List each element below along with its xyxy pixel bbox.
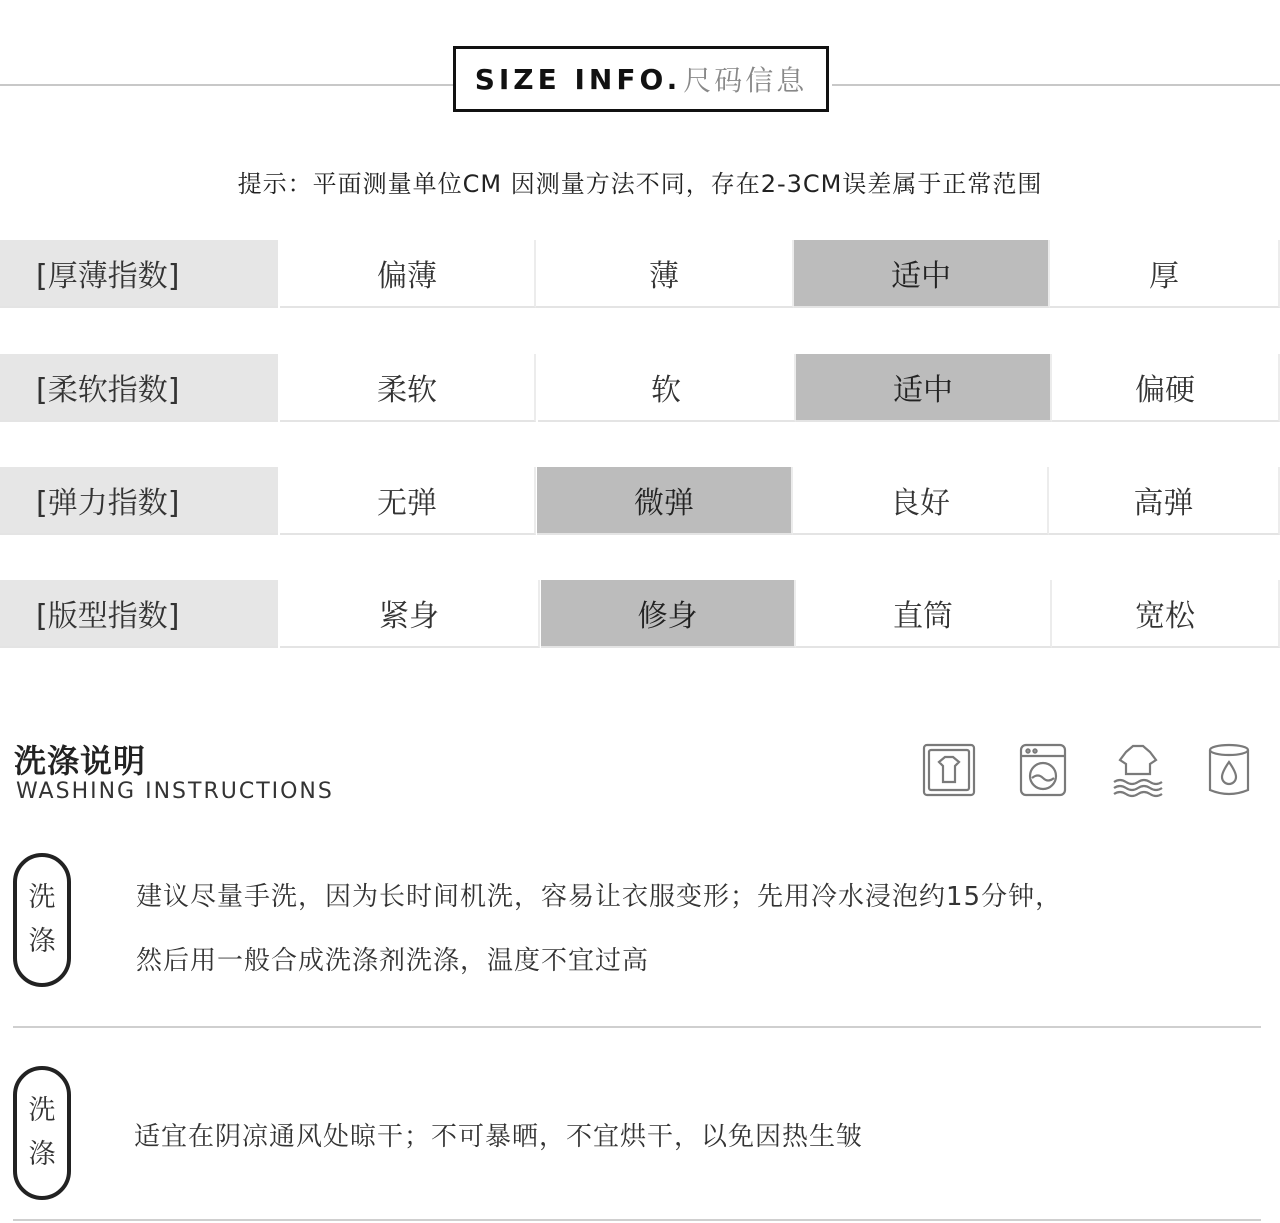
index-row-softness [0,354,1280,424]
washing-subtitle: WASHING INSTRUCTIONS [16,779,334,804]
washing-title: 洗涤说明 [14,742,147,780]
section-divider [13,1026,1261,1028]
index-option: 厚 [1050,240,1280,308]
hand-wash-icon [921,742,977,798]
index-row-fit [0,580,1280,650]
index-option: 宽松 [1052,580,1280,648]
wash-instruction-line: 然后用一般合成洗涤剂洗涤，温度不宜过高 [136,946,650,976]
wash-instruction-line: 建议尽量手洗，因为长时间机洗，容易让衣服变形；先用冷水浸泡约15分钟， [136,882,1063,912]
index-option: 高弹 [1049,467,1280,535]
index-option: 良好 [793,467,1049,535]
title-en: SIZE INFO. [474,62,682,96]
water-drop-icon [1206,742,1262,798]
index-option: 紧身 [280,580,540,648]
wash-badge-char: 涤 [28,926,56,957]
dry-instruction-line: 适宜在阴凉通风处晾干；不可暴晒，不宜烘干，以免因热生皱 [134,1122,864,1152]
wash-badge-char: 洗 [28,882,56,913]
index-label: [版型指数] [0,580,278,648]
dry-badge [13,1066,71,1200]
shirt-water-icon [1110,742,1166,798]
index-label: [弹力指数] [0,467,278,535]
index-option: 偏薄 [280,240,536,308]
wash-badge-char: 洗 [28,1095,56,1126]
header-line-left [0,84,455,86]
measurement-tip: 提示：平面测量单位CM 因测量方法不同，存在2-3CM误差属于正常范围 [237,170,1043,198]
wash-badge [13,853,71,987]
header-line-right [832,84,1280,86]
index-option: 软 [538,354,796,422]
index-option-selected: 修身 [541,580,796,648]
index-option-selected: 适中 [796,354,1052,422]
section-divider-bottom [13,1219,1261,1221]
index-option: 薄 [536,240,794,308]
index-option-selected: 微弹 [537,467,793,535]
index-option: 直筒 [796,580,1052,648]
wash-badge-char: 涤 [28,1139,56,1170]
title-zh: 尺码信息 [683,64,808,97]
index-option: 偏硬 [1052,354,1280,422]
size-info-title-box [453,46,829,112]
index-option: 无弹 [280,467,536,535]
index-row-elasticity [0,467,1280,537]
index-option-selected: 适中 [794,240,1050,308]
index-row-thickness [0,240,1280,310]
index-label: [厚薄指数] [0,240,278,308]
index-label: [柔软指数] [0,354,278,422]
washing-machine-icon [1018,742,1074,798]
index-option: 柔软 [280,354,536,422]
